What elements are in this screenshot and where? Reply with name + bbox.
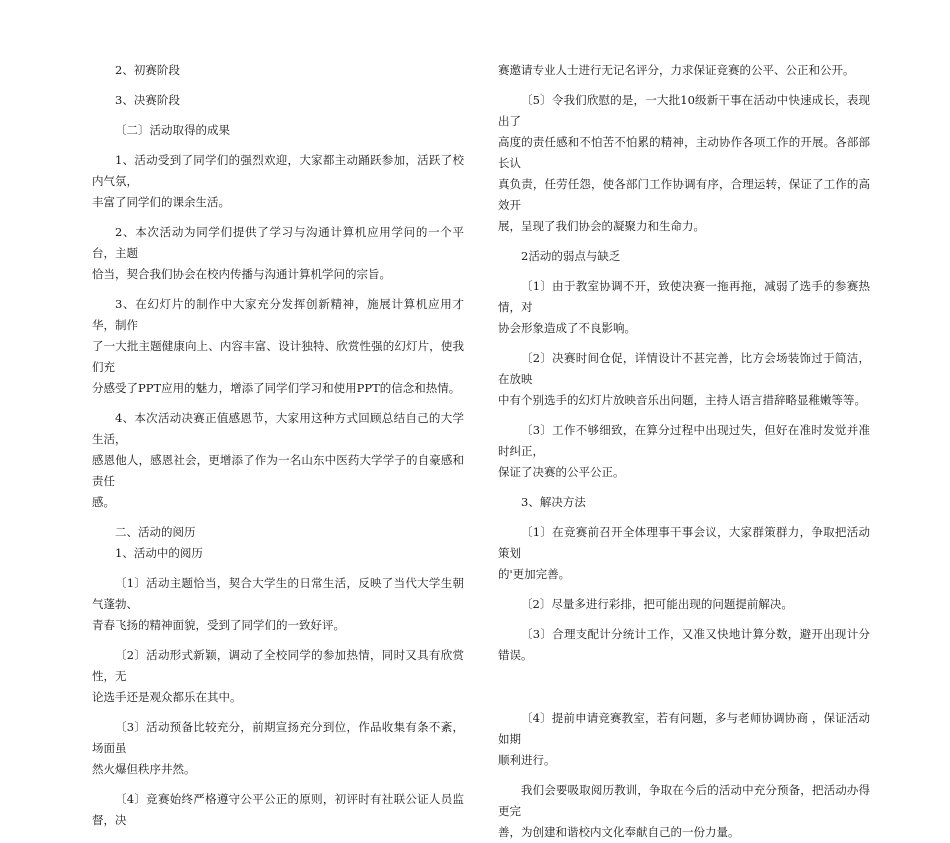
paragraph-result-4a: 4、本次活动决赛正值感恩节，大家用这种方式回顾总结自己的大学生活，	[92, 411, 464, 446]
paragraph-weakness-2a: 〔2〕决赛时间仓促，详情设计不甚完善，比方会场装饰过于简洁，在放映	[498, 351, 870, 386]
paragraph-experience-5c: 真负责，任劳任怨，使各部门工作协调有序，合理运转，保证了工作的高效开	[498, 177, 870, 212]
paragraph-solution-4a: 〔4〕提前申请竞赛教室，若有问题，多与老师协调协商 ，保证活动如期	[498, 711, 870, 746]
paragraph-result-1b: 丰富了同学们的课余生活。	[92, 195, 230, 209]
paragraph-experience-2a: 〔2〕活动形式新颖，调动了全校同学的参加热情，同时又具有欣赏性，无	[92, 648, 464, 683]
paragraph-preliminary-stage: 2、初赛阶段	[115, 63, 180, 77]
paragraph-experience-4b: 赛邀请专业人士进行无记名评分，力求保证竞赛的公平、公正和公开。	[498, 63, 855, 77]
left-column	[92, 60, 464, 831]
paragraph-result-3a: 3、在幻灯片的制作中大家充分发挥创新精神，施展计算机应用才华，制作	[92, 297, 464, 332]
paragraph-experience-4a: 〔4〕竞赛始终严格遵守公平公正的原则，初评时有社联公证人员监督，决	[92, 792, 464, 827]
paragraph-result-2b: 恰当，契合我们协会在校内传播与沟通计算机学问的宗旨。	[92, 267, 391, 281]
paragraph-experience-3b: 然火爆但秩序井然。	[92, 762, 196, 776]
paragraph-solution-1b: 的'更加完善。	[498, 567, 571, 581]
paragraph-weakness-1a: 〔1〕由于教室协调不开，致使决赛一拖再拖，减弱了选手的参赛热情，对	[498, 279, 870, 314]
paragraph-experience-5b: 高度的责任感和不怕苦不怕累的精神，主动协作各项工作的开展。各部部长认	[498, 135, 870, 170]
paragraph-experience-5d: 展，呈现了我们协会的凝聚力和生命力。	[498, 219, 705, 233]
paragraph-experience-3a: 〔3〕活动预备比较充分，前期宣扬充分到位，作品收集有条不紊，场面虽	[92, 720, 464, 755]
paragraph-weakness-2b: 中有个别选手的幻灯片放映音乐出问题，主持人语言措辞略显稚嫩等等。	[498, 393, 866, 407]
subheading-solutions: 3、解决方法	[521, 495, 586, 509]
subheading-experience-in-activity: 1、活动中的阅历	[115, 546, 203, 560]
section-heading-experience: 二、活动的阅历	[115, 525, 196, 539]
paragraph-experience-2b: 论选手还是观众都乐在其中。	[92, 690, 242, 704]
paragraph-result-4b: 感恩他人，感恩社会，更增添了作为一名山东中医药大学学子的自豪感和责任	[92, 453, 464, 488]
paragraph-conclusion-a: 我们会要吸取阅历教训，争取在今后的活动中充分预备，把活动办得更完	[498, 783, 870, 818]
paragraph-result-4c: 感。	[92, 495, 115, 509]
paragraph-solution-2: 〔2〕尽量多进行彩排，把可能出现的问题提前解决。	[521, 597, 793, 611]
paragraph-final-stage: 3、决赛阶段	[115, 93, 180, 107]
paragraph-weakness-3a: 〔3〕工作不够细致，在算分过程中出现过失，但好在准时发觉并准时纠正，	[498, 423, 870, 458]
right-column	[498, 60, 870, 843]
paragraph-solution-4b: 顺利进行。	[498, 753, 556, 767]
paragraph-result-3b: 了一大批主题健康向上、内容丰富、设计独特、欣赏性强的幻灯片，使我们充	[92, 339, 464, 374]
paragraph-result-1a: 1、活动受到了同学们的强烈欢迎，大家都主动踊跃参加，活跃了校内气氛，	[92, 153, 464, 188]
paragraph-experience-1a: 〔1〕活动主题恰当，契合大学生的日常生活，反映了当代大学生朝气蓬勃、	[92, 576, 464, 611]
paragraph-result-2a: 2、本次活动为同学们提供了学习与沟通计算机应用学问的一个平台，主题	[92, 225, 464, 260]
section-heading-results: 〔二〕活动取得的成果	[115, 123, 230, 137]
paragraph-conclusion-b: 善，为创建和谐校内文化奉献自己的一份力量。	[498, 825, 740, 839]
paragraph-result-3c: 分感受了PPT应用的魅力，增添了同学们学习和使用PPT的信念和热情。	[92, 381, 461, 395]
paragraph-solution-3: 〔3〕合理支配计分统计工作，又准又快地计算分数，避开出现计分错误。	[498, 627, 870, 662]
subheading-weaknesses: 2活动的弱点与缺乏	[521, 249, 621, 263]
paragraph-solution-1a: 〔1〕在竞赛前召开全体理事干事会议，大家群策群力，争取把活动策划	[498, 525, 870, 560]
paragraph-weakness-1b: 协会形象造成了不良影响。	[498, 321, 636, 335]
paragraph-weakness-3b: 保证了决赛的公平公正。	[498, 465, 625, 479]
paragraph-experience-5a: 〔5〕令我们欣慰的是，一大批10级新干事在活动中快速成长，表现出了	[498, 93, 870, 128]
paragraph-experience-1b: 青春飞扬的精神面貌，受到了同学们的一致好评。	[92, 618, 345, 632]
